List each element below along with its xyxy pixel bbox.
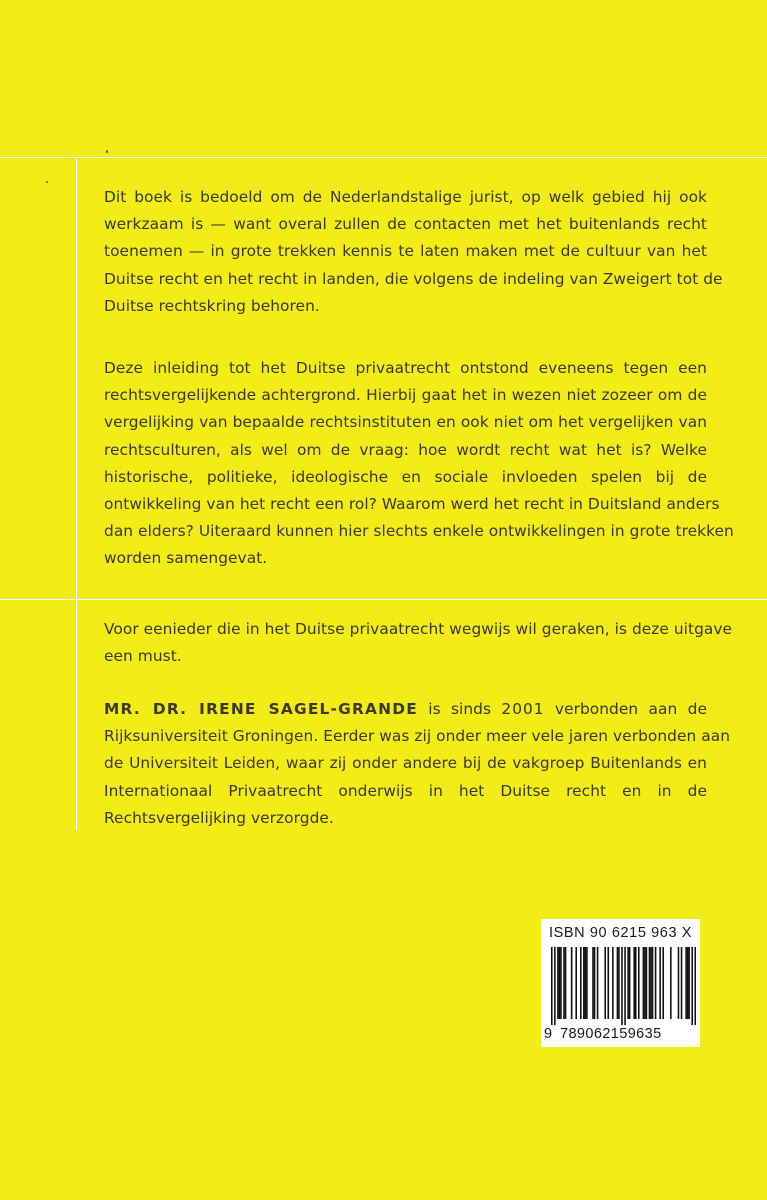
barcode-bar [580, 947, 582, 1019]
barcode-bar [586, 947, 588, 1019]
blurb-paragraph-1 [104, 184, 723, 320]
barcode-bar [604, 947, 606, 1019]
barcode-bar [649, 947, 651, 1019]
barcode-bar [662, 947, 664, 1019]
isbn-barcode [541, 919, 700, 1047]
author-name: MR. DR. IRENE SAGEL-GRANDE [104, 700, 418, 718]
barcode-bar [563, 947, 565, 1019]
barcode-bar [694, 947, 696, 1025]
blurb-paragraph-3 [104, 616, 733, 670]
barcode-bar [646, 947, 648, 1019]
isbn-label: ISBN 90 6215 963 X [549, 925, 693, 941]
barcode-bar [565, 947, 567, 1019]
print-speck [106, 150, 108, 153]
barcode-bar [624, 947, 626, 1025]
barcode-bar [560, 947, 562, 1019]
top-rule-line [0, 157, 767, 158]
barcode-bars [551, 947, 696, 1025]
barcode-bar [670, 947, 672, 1019]
barcode-bar [583, 947, 585, 1019]
barcode-bar [635, 947, 637, 1019]
text-line: Voor eenieder die in het Duitse privaatrecht wegwijs wil geraken, is deze uitgave [104, 620, 733, 638]
text-line: worden samengevat. [104, 549, 268, 568]
barcode-bar [551, 947, 553, 1025]
text-line: toenemen — in grote trekken kennis te laten maken met de cultuur van het [104, 242, 707, 261]
text-line: ontwikkeling van het recht een rol? Waarom werd het recht in Duitsland anders [104, 494, 720, 513]
text-line: rechtsculturen, als wel om de vraag: hoe wordt recht wat het is? Welke [104, 440, 707, 459]
barcode-bar [643, 947, 645, 1019]
barcode-bar [597, 947, 599, 1019]
middle-rule-line [0, 599, 767, 600]
barcode-bar [557, 947, 559, 1019]
text-line: vergelijking van bepaalde rechtsinstituten en ook niet om het vergelijken van [104, 413, 707, 432]
ean-first-digit: 9 [544, 1026, 553, 1042]
barcode-bar [607, 947, 609, 1019]
barcode-bar [592, 947, 594, 1019]
bio-year: 2001 [501, 700, 545, 718]
print-speck [46, 181, 48, 183]
barcode-bar [678, 947, 680, 1019]
barcode-bar [633, 947, 635, 1019]
text-line: een must. [104, 647, 182, 666]
barcode-bar [685, 947, 687, 1019]
barcode-bar [617, 947, 619, 1019]
text-line: Deze inleiding tot het Duitse privaatrecht ontstond eveneens tegen een [104, 359, 707, 377]
text-line: werkzaam is — want overal zullen de contacten met het buitenlands recht [104, 215, 707, 234]
barcode-bar [688, 947, 690, 1019]
text-line: Rechtsvergelijking verzorgde. [104, 808, 334, 827]
barcode-bar [571, 947, 573, 1019]
barcode-bar [618, 947, 620, 1019]
barcode-bar [644, 947, 646, 1019]
bio-text: is sinds [417, 700, 502, 718]
barcode-bar [629, 947, 631, 1019]
text-line: Duitse rechtskring behoren. [104, 296, 320, 315]
barcode-bar [627, 947, 629, 1019]
text-line: historische, politieke, ideologische en sociale invloeden spelen bij de [104, 467, 707, 486]
ean-rest-digits: 789062159635 [560, 1026, 662, 1042]
text-line: dan elders? Uiteraard kunnen hier slechts enkele ontwikkelingen in grote trekken [104, 522, 734, 541]
text-line: rechtsvergelijkende achtergrond. Hierbij gaat het in wezen niet zozeer om de [104, 386, 707, 405]
barcode-bar [554, 947, 556, 1025]
barcode-bar [650, 947, 652, 1019]
text-line: Duitse recht en het recht in landen, die volgens de indeling van Zweigert tot de [104, 269, 723, 288]
barcode-bar [691, 947, 693, 1025]
barcode-bar [612, 947, 614, 1019]
blurb-paragraph-2 [104, 355, 734, 573]
barcode-bar [594, 947, 596, 1019]
barcode-bar [687, 947, 689, 1019]
barcode-bar [655, 947, 657, 1019]
barcode-bar [652, 947, 654, 1019]
bio-text: verbonden aan de [544, 700, 707, 718]
barcode-bar [681, 947, 683, 1019]
text-line: de Universiteit Leiden, waar zij onder andere bij de vakgroep Buitenlands en [104, 754, 707, 773]
text-line: Internationaal Privaatrecht onderwijs in het Duitse recht en in de [104, 781, 707, 800]
text-line [104, 696, 707, 723]
vertical-rule-line [76, 157, 77, 830]
barcode-bar [559, 947, 561, 1019]
barcode-bar [638, 947, 640, 1019]
barcode-bar [585, 947, 587, 1019]
barcode-bar [621, 947, 623, 1025]
barcode-bar [575, 947, 577, 1019]
text-line: Rijksuniversiteit Groningen. Eerder was zij onder meer vele jaren verbonden aan [104, 727, 731, 746]
author-bio [104, 696, 731, 832]
barcode-bar [659, 947, 661, 1019]
text-line: Dit boek is bedoeld om de Nederlandstalige jurist, op welk gebied hij ook [104, 188, 707, 206]
